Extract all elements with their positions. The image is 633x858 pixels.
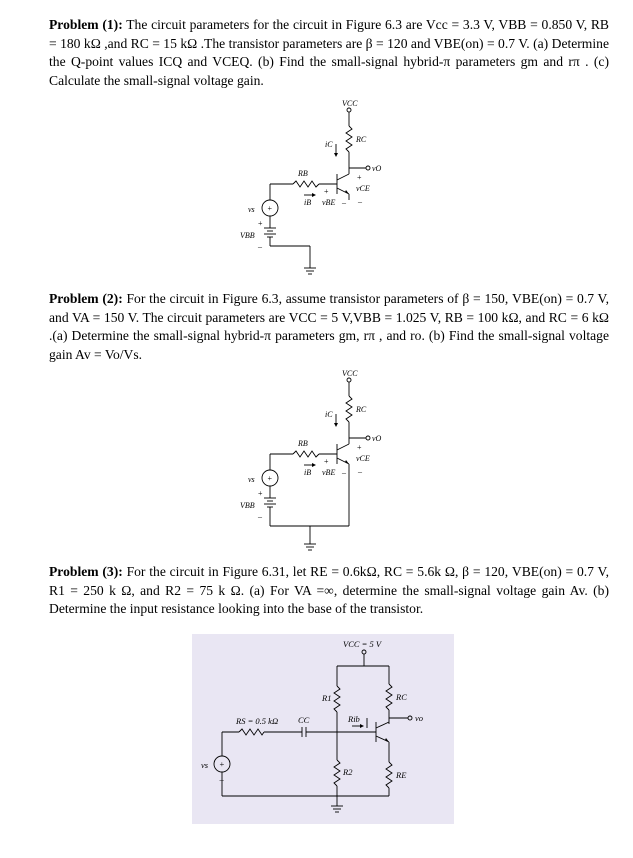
- fig3-vo-label: vo: [415, 713, 424, 723]
- fig2-vcc-label: VCC: [342, 369, 358, 378]
- fig1-ic-label: iC: [325, 140, 333, 149]
- circuit-figure-6-3-first: [200, 96, 440, 286]
- fig2-vbb-plus: +: [258, 489, 263, 498]
- fig1-minus-ce: –: [358, 197, 362, 206]
- fig3-cc-label: CC: [298, 715, 310, 725]
- fig2-minus-be: –: [342, 468, 346, 477]
- fig2-vo-label: vO: [372, 434, 382, 443]
- fig1-vbe-label: vBE: [322, 198, 336, 207]
- fig1-vbb-minus: –: [258, 242, 262, 251]
- fig1-vo-label: vO: [372, 164, 382, 173]
- fig2-vbb-minus: –: [258, 512, 262, 521]
- fig1-source-plus: +: [267, 204, 273, 213]
- fig3-r1-label: R1: [322, 693, 332, 703]
- problem-1-body: The circuit parameters for the circuit in Figure 6.3 are Vcc = 3.3 V, VBB = 0.850 V, RB = 180 kΩ ,and RC = 15 kΩ .The transistor parameters are β = 120 and VBE(on) = 0.7 V. (a) Determine the Q-point values ICQ and VCEQ. (b) Find the small-signal hybrid-π parameters gm and rπ . (c) Calculate the small-signal voltage gain.: [49, 17, 609, 88]
- problem-3-heading: Problem (3):: [49, 564, 123, 579]
- fig1-vbb-label: VBB: [240, 231, 255, 240]
- fig2-plus-ce: +: [357, 443, 362, 452]
- problem-3-body: For the circuit in Figure 6.31, let RE = 0.6kΩ, RC = 5.6k Ω, β = 120, VBE(on) = 0.7 V, R1 = 250 k Ω, and R2 = 75 k Ω. (a) For VA =∞, determine the small-signal voltage gain Av. (b) Determine the input resistance looking into the base of the transistor.: [49, 564, 609, 617]
- fig2-rb-label: RB: [298, 439, 308, 448]
- fig1-plus-ce: +: [357, 173, 362, 182]
- fig2-vbe-label: vBE: [322, 468, 336, 477]
- problem-2-heading: Problem (2):: [49, 291, 123, 306]
- circuit-figure-6-3-second: [200, 366, 440, 556]
- fig1-ib-label: iB: [304, 198, 312, 207]
- problem-2-body: For the circuit in Figure 6.3, assume transistor parameters of β = 150, VBE(on) = 0.7 V, and VA = 150 V. The circuit parameters are VCC = 5 V,VBB = 1.025 V, RB = 100 kΩ, and RC = 6 kΩ .(a) Determine the small-signal hybrid-π parameters gm, rπ , and ro. (b) Find the small-signal voltage gain Av = Vo/Vs.: [49, 291, 610, 362]
- circuit-figure-6-31: [192, 634, 454, 824]
- fig3-rs-label: RS = 0.5 kΩ: [236, 716, 279, 726]
- fig3-rib-label: Rib: [348, 714, 360, 724]
- fig3-source-plus: +: [219, 759, 225, 769]
- fig2-vce-label: vCE: [356, 454, 370, 463]
- fig1-rc-label: RC: [356, 135, 367, 144]
- fig2-vs-label: vs: [248, 475, 255, 484]
- fig1-vce-label: vCE: [356, 184, 370, 193]
- fig1-vcc-label: VCC: [342, 99, 358, 108]
- fig2-minus-ce: –: [358, 467, 362, 476]
- fig3-rc-label: RC: [396, 692, 407, 702]
- problem-2-text: [49, 290, 609, 364]
- fig3-re-label: RE: [396, 770, 407, 780]
- fig1-vbb-plus: +: [258, 219, 263, 228]
- problem-1-heading: Problem (1):: [49, 17, 123, 32]
- fig2-ib-label: iB: [304, 468, 312, 477]
- fig3-source-minus: –: [219, 774, 224, 784]
- fig1-minus-be: –: [342, 198, 346, 207]
- fig3-vs-label: vs: [201, 760, 209, 770]
- fig1-plus-be: +: [324, 187, 329, 196]
- fig1-rb-label: RB: [298, 169, 308, 178]
- fig3-r2-label: R2: [343, 767, 353, 777]
- fig2-source-plus: +: [267, 474, 273, 483]
- fig1-vs-label: vs: [248, 205, 255, 214]
- fig2-vbb-label: VBB: [240, 501, 255, 510]
- fig3-vcc-label: VCC = 5 V: [343, 639, 382, 649]
- fig2-rc-label: RC: [356, 405, 367, 414]
- problem-1-text: [49, 16, 609, 90]
- fig2-ic-label: iC: [325, 410, 333, 419]
- problem-3-text: [49, 563, 609, 619]
- fig2-plus-be: +: [324, 457, 329, 466]
